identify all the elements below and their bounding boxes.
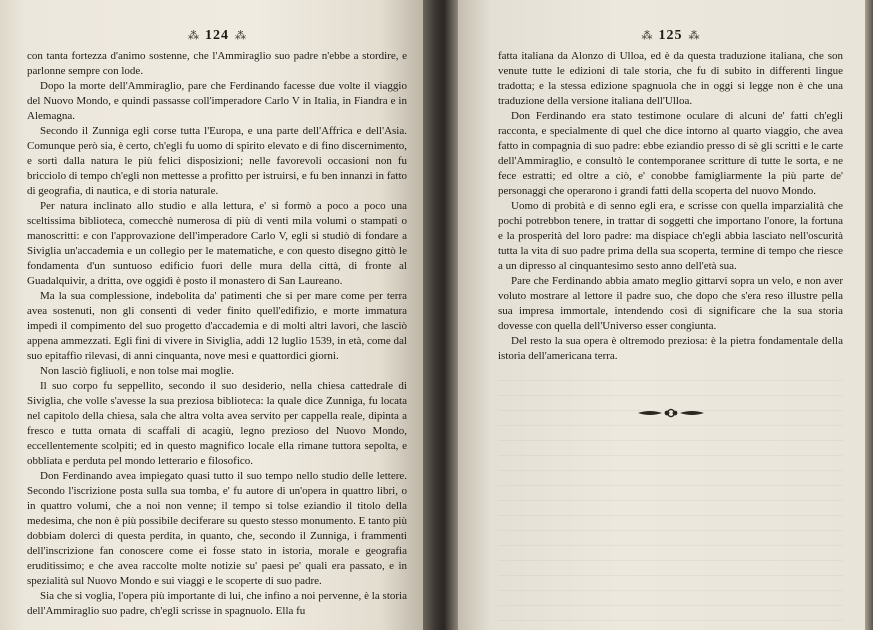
paragraph: Non lasciò figliuoli, e non tolse mai moglie. (40, 365, 234, 377)
paragraph: Dopo la morte dell'Ammiraglio, pare che Ferdinando facesse due volte il viaggio del Nuovo Mondo, e quindi passasse coll'imperadore Carlo V in Italia, in Fiandra e in Alemagna. (27, 80, 407, 122)
right-page (458, 0, 865, 630)
right-page-header (498, 28, 843, 44)
header-ornament-icon: ⁂ (688, 30, 700, 42)
right-page-number: 125 (658, 28, 683, 43)
paragraph: Don Ferdinando era stato testimone oculare di alcuni de' fatti ch'egli racconta, e specialmente di quel che dice intorno al quarto viaggio, che avea fatto in compagnia di suo padre: ebbe eziandio presso di sè gli scritti e le carte dell'Ammiraglio, e consultò le contemporanee scritture di tutte le sorta, e ne fece estratti; ed oltre a ciò, e' conobbe famigliarmente la più parte de' personaggi che operarono i grandi fatti della scoperta del nuovo Mondo. (498, 110, 843, 197)
paragraph: Ma la sua complessione, indebolita da' patimenti che si per mare come per terra avea sostenuti, non gli consentì di veder finito quell'edifizio, e morte immatura impedì il compimento del suo progetto d'accademia e di molti altri lavori, che lasciò appena ammezzati. Egli finì di vivere in Siviglia, addì 12 luglio 1539, in età, come dal suo epitaffio rilevasi, di anni cinquanta, nove mesi e quattordici giorni. (27, 290, 407, 362)
paragraph: Del resto la sua opera è oltremodo preziosa: è la pietra fondamentale della istoria dell'americana terra. (498, 335, 843, 362)
left-page (0, 0, 423, 630)
paragraph: con tanta fortezza d'animo sostenne, che l'Ammiraglio suo padre n'ebbe a stordire, e parlonne sempre con lode. (27, 50, 407, 77)
paragraph: Sia che si voglia, l'opera più importante di lui, che infino a noi pervenne, è la storia dell'Ammiraglio suo padre, ch'egli scrisse in spagnuolo. Ella fu (27, 590, 407, 617)
right-page-body (498, 49, 843, 364)
fleuron-ornament-icon (498, 407, 843, 424)
paragraph: fatta italiana da Alonzo di Ulloa, ed è da questa traduzione italiana, che son venute tutte le edizioni di tale storia, che fu di subito in differenti lingue tradotta; e la stessa edizione spagnuola che in oggi si legge non è che una traduzione della versione italiana dell'Ulloa. (498, 50, 843, 107)
paragraph: Pare che Ferdinando abbia amato meglio gittarvi sopra un velo, e non aver voluto mostrare al lettore il padre suo, che dopo che s'era reso illustre pella sua impresa immortale, intendendo così di significare che la sua storia dovesse con quella dell'Universo esser congiunta. (498, 275, 843, 332)
header-ornament-icon: ⁂ (235, 30, 246, 42)
page-edge (865, 0, 873, 630)
book-gutter (423, 0, 458, 630)
paragraph: Uomo di probità e di senno egli era, e scrisse con quella imparzialità che pochi potrebbon tenere, in trattar di soggetti che importano l'onore, la fortuna e la prosperità del loro padre: ma dispiace ch'egli abbia lasciato nell'oscurità tutta la vita di suo padre prima della sua scoperta, termine di tempo che riesce a un dipresso al cinquantesimo sesto anno dell'età sua. (498, 200, 843, 272)
paragraph: Secondo il Zunniga egli corse tutta l'Europa, e una parte dell'Affrica e dell'Asia. Comunque però sia, è certo, ch'egli fu uomo di spirito elevato e di fino discernimento, e sortì dalla natura le più felici disposizioni; nelle favorevoli occasioni non fu bricciolo di tempo ch'egli non mettesse a profitto per istruirsi, e fu ben innanzi in fatto di geografia, di nautica, e di storia naturale. (27, 125, 407, 197)
paragraph: Don Ferdinando avea impiegato quasi tutto il suo tempo nello studio delle lettere. Secondo l'iscrizione posta sulla sua tomba, e' fu autore di un'opera in quattro libri, o in quattro volumi, che a noi non venne; il tempo si tolse eziandio il titolo della medesima, che non è più possibile deciferare su questo stesso monumento. E tanto più dobbiam dolerci di questa perdita, in quanto, che, secondo il Zunniga, i frammenti dell'inscrizione fan conoscere come ei fosse stato in istoria, morale e geografia eruditissimo; e che avea raccolte molte notizie su' paesi pe' quali era passato, e in spezialità sul Nuovo Mondo e sui viaggi e le scoperte di suo padre. (27, 470, 407, 587)
paragraph: Il suo corpo fu seppellito, secondo il suo desiderio, nella chiesa cattedrale di Siviglia, che volle s'avesse la sua preziosa biblioteca: la quale dice Zunniga, fu locata nel capitolo della chiesa, sala che altra volta avea servito per cappella reale, dipinta a fresco e tutta ornata di scaffali di acagiù, legno prezioso del Nuovo Mondo, eccellentemente scolpiti; ed in questo magnifico locale ella rimane tuttora sepolta, e obbliata e perduta pel mondo letterario e filosofico. (27, 380, 407, 467)
paragraph: Per natura inclinato allo studio e alla lettura, e' si formò a poco a poco una sceltissima biblioteca, comecchè numerosa di più di venti mila volumi o stampati o manoscritti: e con l'approvazione dell'imperadore Carlo V, egli si studiò di fondare a Siviglia un'accademia e un collegio per le matematiche, e con questo disegno gittò le fondamenta d'un suntuoso edificio fuori delle mura della città, di fronte al Guadalquivir, a dritta, ove oggidì è posto il monastero di San Laureano. (27, 200, 407, 287)
header-ornament-icon: ⁂ (641, 30, 653, 42)
left-page-number: 124 (205, 28, 229, 43)
left-page-body (27, 49, 407, 619)
left-page-header (27, 28, 407, 44)
header-ornament-icon: ⁂ (188, 30, 199, 42)
